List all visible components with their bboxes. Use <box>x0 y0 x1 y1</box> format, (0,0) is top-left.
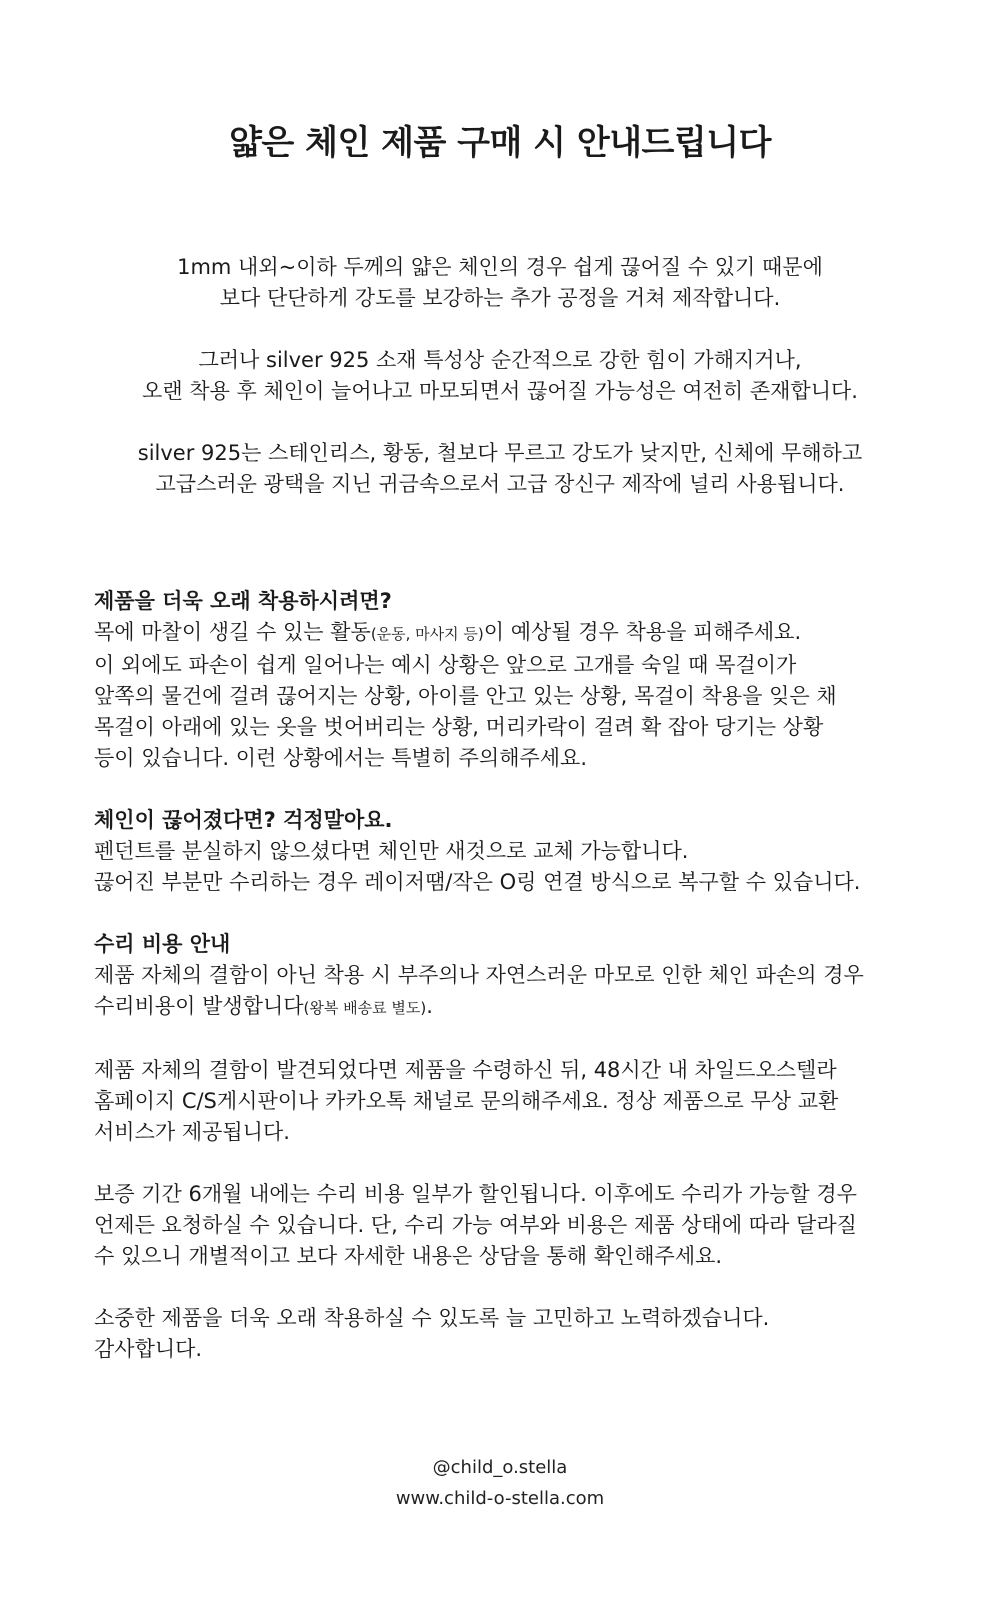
footer <box>0 1452 1000 1514</box>
thanks-line: 소중한 제품을 더욱 오래 착용하실 수 있도록 늘 고민하고 노력하겠습니다. <box>94 1306 770 1330</box>
care-line: 목걸이 아래에 있는 옷을 벗어버리는 상황, 머리카락이 걸려 확 잡아 당기는 상황 <box>94 715 824 739</box>
thanks-line: 감사합니다. <box>94 1337 203 1361</box>
intro-line: silver 925는 스테인리스, 황동, 철보다 무르고 강도가 낮지만, 신체에 무해하고 <box>137 441 863 465</box>
warranty-line: 언제든 요청하실 수 있습니다. 단, 수리 가능 여부와 비용은 제품 상태에 따라 달라질 <box>94 1213 857 1237</box>
page-title: 얇은 체인 제품 구매 시 안내드립니다 <box>229 123 771 163</box>
care-line: 등이 있습니다. 이런 상황에서는 특별히 주의해주세요. <box>94 746 588 770</box>
defect-paragraph <box>94 1055 914 1148</box>
intro-paragraph <box>60 345 940 407</box>
repair-cost-paragraph <box>94 960 914 1024</box>
instagram-handle: @child_o.stella <box>432 1457 568 1478</box>
care-section <box>94 586 914 774</box>
intro-line: 오랜 착용 후 체인이 늘어나고 마모되면서 끊어질 가능성은 여전히 존재합니다. <box>142 379 858 403</box>
repair-cost-heading: 수리 비용 안내 <box>94 932 231 956</box>
broken-chain-line: 끊어진 부분만 수리하는 경우 레이저땜/작은 O링 연결 방식으로 복구할 수 있습니다. <box>94 870 861 894</box>
care-line <box>94 617 914 650</box>
repair-note: (왕복 배송료 별도) <box>303 999 427 1017</box>
intro-line: 1mm 내외~이하 두께의 얇은 체인의 경우 쉽게 끊어질 수 있기 때문에 <box>177 255 823 279</box>
broken-chain-line: 펜던트를 분실하지 않으셨다면 체인만 새것으로 교체 가능합니다. <box>94 839 689 863</box>
intro-block <box>60 252 940 531</box>
repair-line <box>94 991 914 1024</box>
repair-text: . <box>426 994 433 1018</box>
defect-line: 제품 자체의 결함이 발견되었다면 제품을 수령하신 뒤, 48시간 내 차일드오스텔라 <box>94 1058 837 1082</box>
website-url: www.child-o-stella.com <box>395 1488 605 1509</box>
thanks-paragraph <box>94 1303 914 1365</box>
warranty-paragraph <box>94 1179 914 1272</box>
info-sections <box>94 586 914 1396</box>
warranty-line: 수 있으니 개별적이고 보다 자세한 내용은 상담을 통해 확인해주세요. <box>94 1244 723 1268</box>
broken-chain-section <box>94 805 914 898</box>
defect-line: 홈페이지 C/S게시판이나 카카오톡 채널로 문의해주세요. 정상 제품으로 무상 교환 <box>94 1089 839 1113</box>
care-body <box>94 617 914 774</box>
care-note: (운동, 마사지 등) <box>370 625 484 643</box>
intro-line: 그러나 silver 925 소재 특성상 순간적으로 강한 힘이 가해지거나, <box>198 348 802 372</box>
repair-text: 수리비용이 발생합니다 <box>94 994 304 1018</box>
repair-cost-section <box>94 929 914 1365</box>
defect-line: 서비스가 제공됩니다. <box>94 1120 290 1144</box>
intro-line: 보다 단단하게 강도를 보강하는 추가 공정을 거쳐 제작합니다. <box>219 286 781 310</box>
broken-chain-body <box>94 836 914 898</box>
warranty-line: 보증 기간 6개월 내에는 수리 비용 일부가 할인됩니다. 이후에도 수리가 가능할 경우 <box>94 1182 857 1206</box>
repair-line: 제품 자체의 결함이 아닌 착용 시 부주의나 자연스러운 마모로 인한 체인 파손의 경우 <box>94 963 864 987</box>
broken-chain-heading: 체인이 끊어졌다면? 걱정말아요. <box>94 808 393 832</box>
care-text: 목에 마찰이 생길 수 있는 활동 <box>94 620 371 644</box>
intro-line: 고급스러운 광택을 지닌 귀금속으로서 고급 장신구 제작에 널리 사용됩니다. <box>155 472 845 496</box>
care-heading: 제품을 더욱 오래 착용하시려면? <box>94 589 392 613</box>
care-line: 앞쪽의 물건에 걸려 끊어지는 상황, 아이를 안고 있는 상황, 목걸이 착용을 잊은 채 <box>94 684 837 708</box>
intro-paragraph <box>60 438 940 500</box>
care-line: 이 외에도 파손이 쉽게 일어나는 예시 상황은 앞으로 고개를 숙일 때 목걸이가 <box>94 653 797 677</box>
care-text: 이 예상될 경우 착용을 피해주세요. <box>483 620 802 644</box>
intro-paragraph <box>60 252 940 314</box>
